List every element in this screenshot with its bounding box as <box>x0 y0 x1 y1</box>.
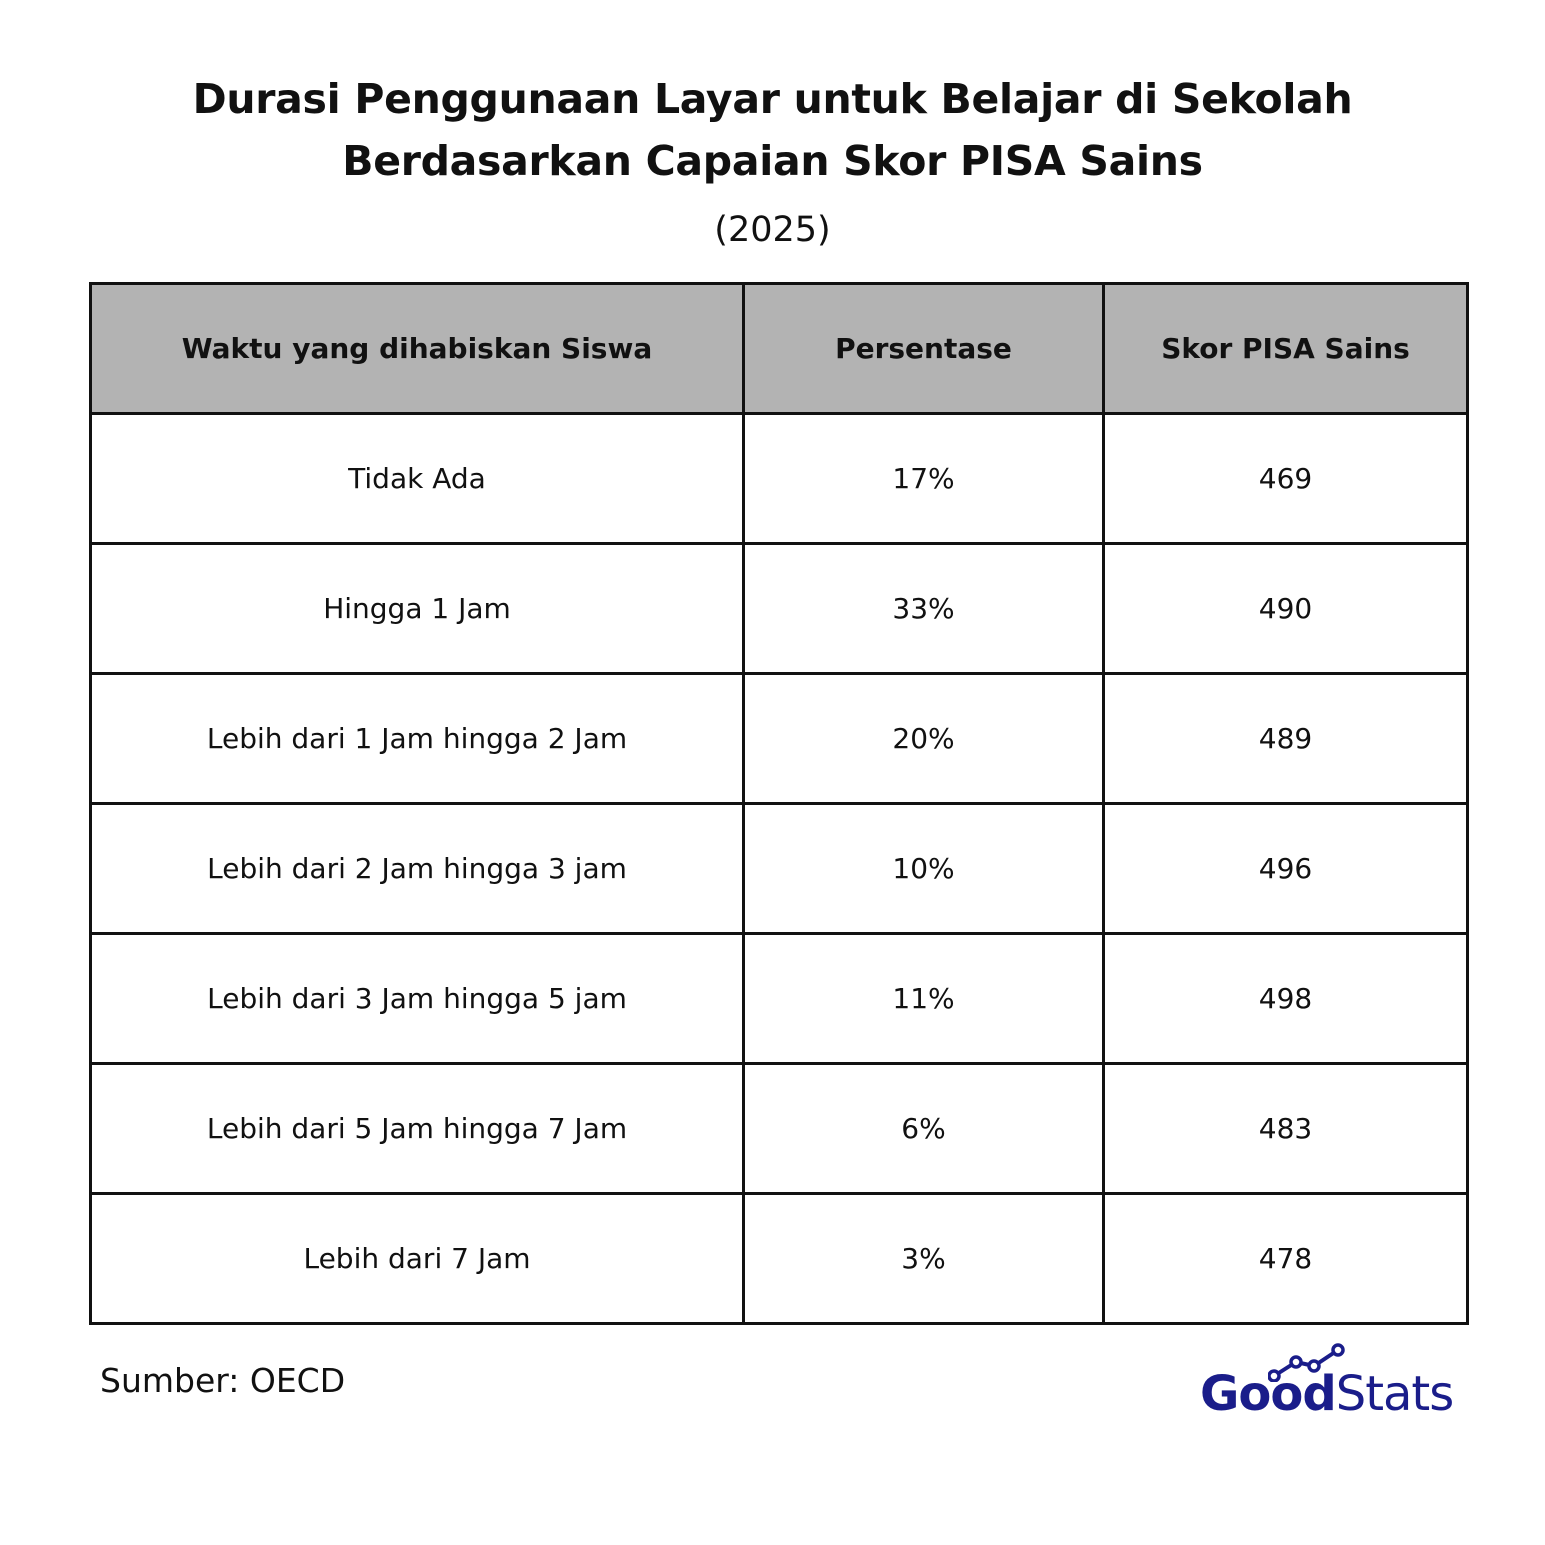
table-row <box>91 544 1468 674</box>
table-cell-waktu: Lebih dari 5 Jam hingga 7 Jam <box>91 1064 744 1194</box>
logo-wordmark <box>1200 1366 1453 1422</box>
table-cell-skor: 496 <box>1104 804 1468 934</box>
table-row <box>91 674 1468 804</box>
table-cell-persentase: 20% <box>744 674 1104 804</box>
chart-title-line-1: Durasi Penggunaan Layar untuk Belajar di Sekolah <box>192 75 1353 123</box>
table-cell-skor: 478 <box>1104 1194 1468 1324</box>
table-cell-skor: 483 <box>1104 1064 1468 1194</box>
table-row <box>91 414 1468 544</box>
table-cell-waktu: Lebih dari 2 Jam hingga 3 jam <box>91 804 744 934</box>
table-row <box>91 1064 1468 1194</box>
table-cell-waktu: Lebih dari 7 Jam <box>91 1194 744 1324</box>
column-header-waktu: Waktu yang dihabiskan Siswa <box>91 284 744 414</box>
table-cell-persentase: 3% <box>744 1194 1104 1324</box>
table-cell-persentase: 6% <box>744 1064 1104 1194</box>
source-note: Sumber: OECD <box>100 1361 346 1400</box>
table-cell-persentase: 11% <box>744 934 1104 1064</box>
table-header-row <box>91 284 1468 414</box>
logo-word-stats: Stats <box>1335 1366 1454 1422</box>
column-header-skor: Skor PISA Sains <box>1104 284 1468 414</box>
table-cell-skor: 490 <box>1104 544 1468 674</box>
table-cell-waktu: Lebih dari 1 Jam hingga 2 Jam <box>91 674 744 804</box>
column-header-persentase: Persentase <box>744 284 1104 414</box>
table-row <box>91 1194 1468 1324</box>
table-cell-skor: 469 <box>1104 414 1468 544</box>
table-cell-waktu: Tidak Ada <box>91 414 744 544</box>
table-row <box>91 934 1468 1064</box>
table-cell-persentase: 33% <box>744 544 1104 674</box>
data-table <box>89 282 1469 1325</box>
chart-title <box>0 68 1545 192</box>
chart-title-line-2: Berdasarkan Capaian Skor PISA Sains <box>342 137 1203 185</box>
goodstats-logo <box>1200 1342 1462 1424</box>
table-cell-waktu: Hingga 1 Jam <box>91 544 744 674</box>
logo-word-good: Good <box>1200 1366 1336 1422</box>
table-row <box>91 804 1468 934</box>
table-cell-persentase: 10% <box>744 804 1104 934</box>
chart-subtitle: (2025) <box>714 210 831 250</box>
table-cell-waktu: Lebih dari 3 Jam hingga 5 jam <box>91 934 744 1064</box>
table-cell-persentase: 17% <box>744 414 1104 544</box>
table-body <box>91 414 1468 1324</box>
table-cell-skor: 489 <box>1104 674 1468 804</box>
table-cell-skor: 498 <box>1104 934 1468 1064</box>
